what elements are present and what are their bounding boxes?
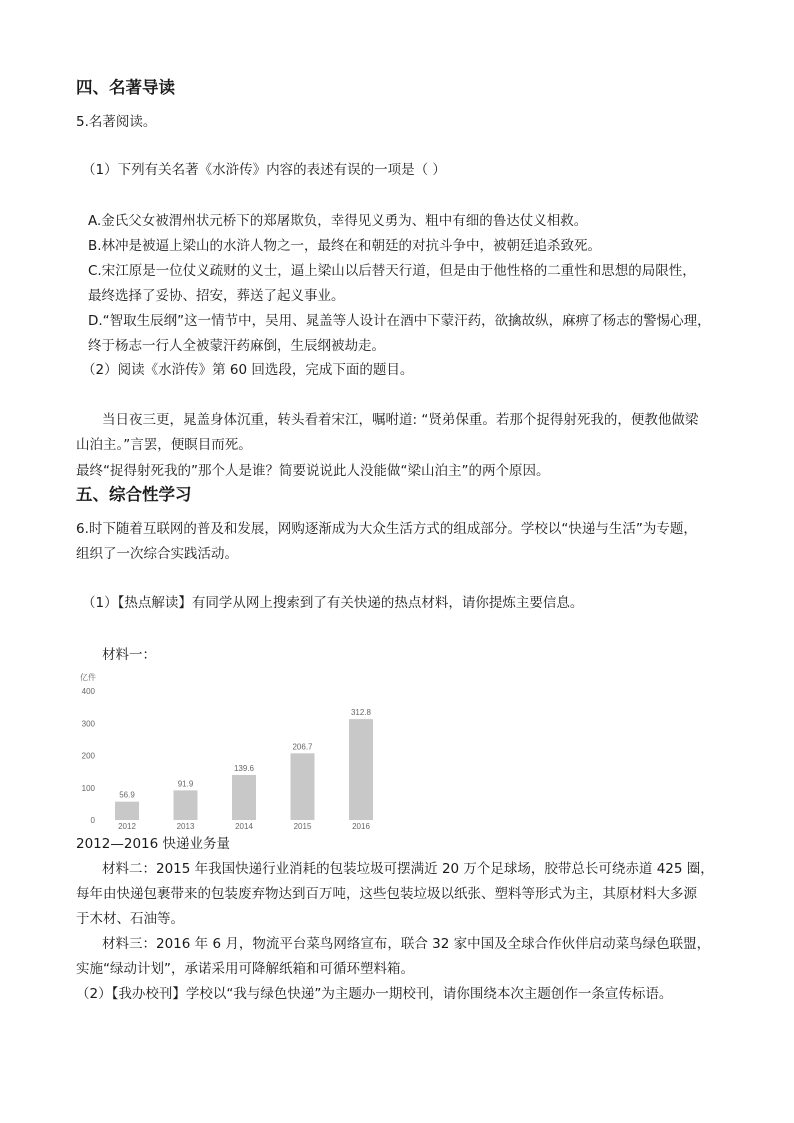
question-5-title: 5.名著阅读。 [76,114,157,130]
material-2-line-2: 每年由快递包裹带来的包装废弃物达到百万吨，这些包装垃圾以纸张、塑料等形式为主，其原材料大多源 [76,886,697,902]
bar-2012 [115,802,139,820]
material-2-line-1: 材料二：2015 年我国快递行业消耗的包装垃圾可摆满近 20 万个足球场，胶带总长可绕赤道 425 圈， [102,861,714,877]
question-6-line-1: 6.时下随着互联网的普及和发展，网购逐渐成为大众生活方式的组成部分。学校以“快递与生活”为专题， [76,521,697,537]
bar-value-label: 91.9 [177,779,194,789]
question-6-part-2: （2）【我办校刊】学校以“我与绿色快递”为主题办一期校刊，请你围绕本次主题创作一条宣传标语。 [76,986,673,1002]
section-heading-5: 五、综合性学习 [76,485,192,504]
y-tick-label: 300 [81,719,95,729]
bar-value-label: 56.9 [119,790,135,800]
x-tick-label: 2012 [118,822,136,831]
material-1-label: 材料一： [102,647,156,663]
bar-value-label: 312.8 [350,708,372,718]
bar-2015 [291,753,315,820]
option-c: C.宋江原是一位仗义疏财的义士，逼上梁山以后替天行道，但是由于他性格的二重性和思想的局限性， [88,263,696,279]
x-tick-label: 2014 [235,822,253,831]
material-2-line-3: 于木材、石油等。 [76,911,184,927]
option-b: B.林冲是被逼上梁山的水浒人物之一，最终在和朝廷的对抗斗争中，被朝廷追杀致死。 [88,238,602,254]
y-axis-unit-label: 亿件 [80,673,96,682]
question-6-line-2: 组织了一次综合实践活动。 [76,546,238,562]
option-c-continued: 最终选择了妥协、招安，葬送了起义事业。 [88,288,345,304]
bar-2014 [232,775,256,820]
y-tick-label: 0 [90,816,95,825]
y-tick-label: 200 [81,751,95,761]
bar-2013 [174,790,198,820]
material-3-line-2: 实施“绿动计划”，承诺采用可降解纸箱和可循环塑料箱。 [76,961,414,977]
question-5-prompt: 最终“捉得射死我的”那个人是谁？简要说说此人没能做“梁山泊主”的两个原因。 [76,463,550,479]
bar-value-label: 206.7 [292,742,313,752]
x-tick-label: 2015 [293,822,312,831]
chart-caption: 2012—2016 快递业务量 [76,836,231,852]
y-tick-label: 100 [81,783,95,793]
option-d: D.“智取生辰纲”这一情节中，吴用、晁盖等人设计在酒中下蒙汗药，欲擒故纵，麻痹了杨志的警惕心理， [88,313,711,329]
question-6-part-1: （1）【热点解读】有同学从网上搜索到了有关快递的热点材料，请你提炼主要信息。 [82,595,584,611]
x-tick-label: 2013 [176,822,195,831]
passage-line-2: 山泊主。”言罢，便瞑目而死。 [76,437,252,453]
option-a: A.金氏父女被渭州状元桥下的郑屠欺负，幸得见义勇为、粗中有细的鲁达仗义相救。 [88,213,588,229]
question-5-part-2: （2）阅读《水浒传》第 60 回选段，完成下面的题目。 [82,362,414,378]
x-tick-label: 2016 [352,822,370,831]
question-5-part-1: （1）下列有关名著《水浒传》内容的表述有误的一项是（ ） [82,162,446,178]
material-3-line-1: 材料三：2016 年 6 月，物流平台菜鸟网络宣布，联合 32 家中国及全球合作伙伴启动菜鸟绿色联盟， [102,936,711,952]
section-heading-4: 四、名著导读 [76,78,175,97]
passage-line-1: 当日夜三更，晁盖身体沉重，转头看着宋江，嘱咐道: “贤弟保重。若那个捉得射死我的，便教他做梁 [102,412,699,428]
y-tick-label: 400 [81,687,95,696]
express-volume-bar-chart [76,670,386,838]
option-d-continued: 终于杨志一行人全被蒙汗药麻倒，生辰纲被劫走。 [88,338,385,354]
bar-value-label: 139.6 [233,763,255,773]
bar-2016 [349,719,373,820]
